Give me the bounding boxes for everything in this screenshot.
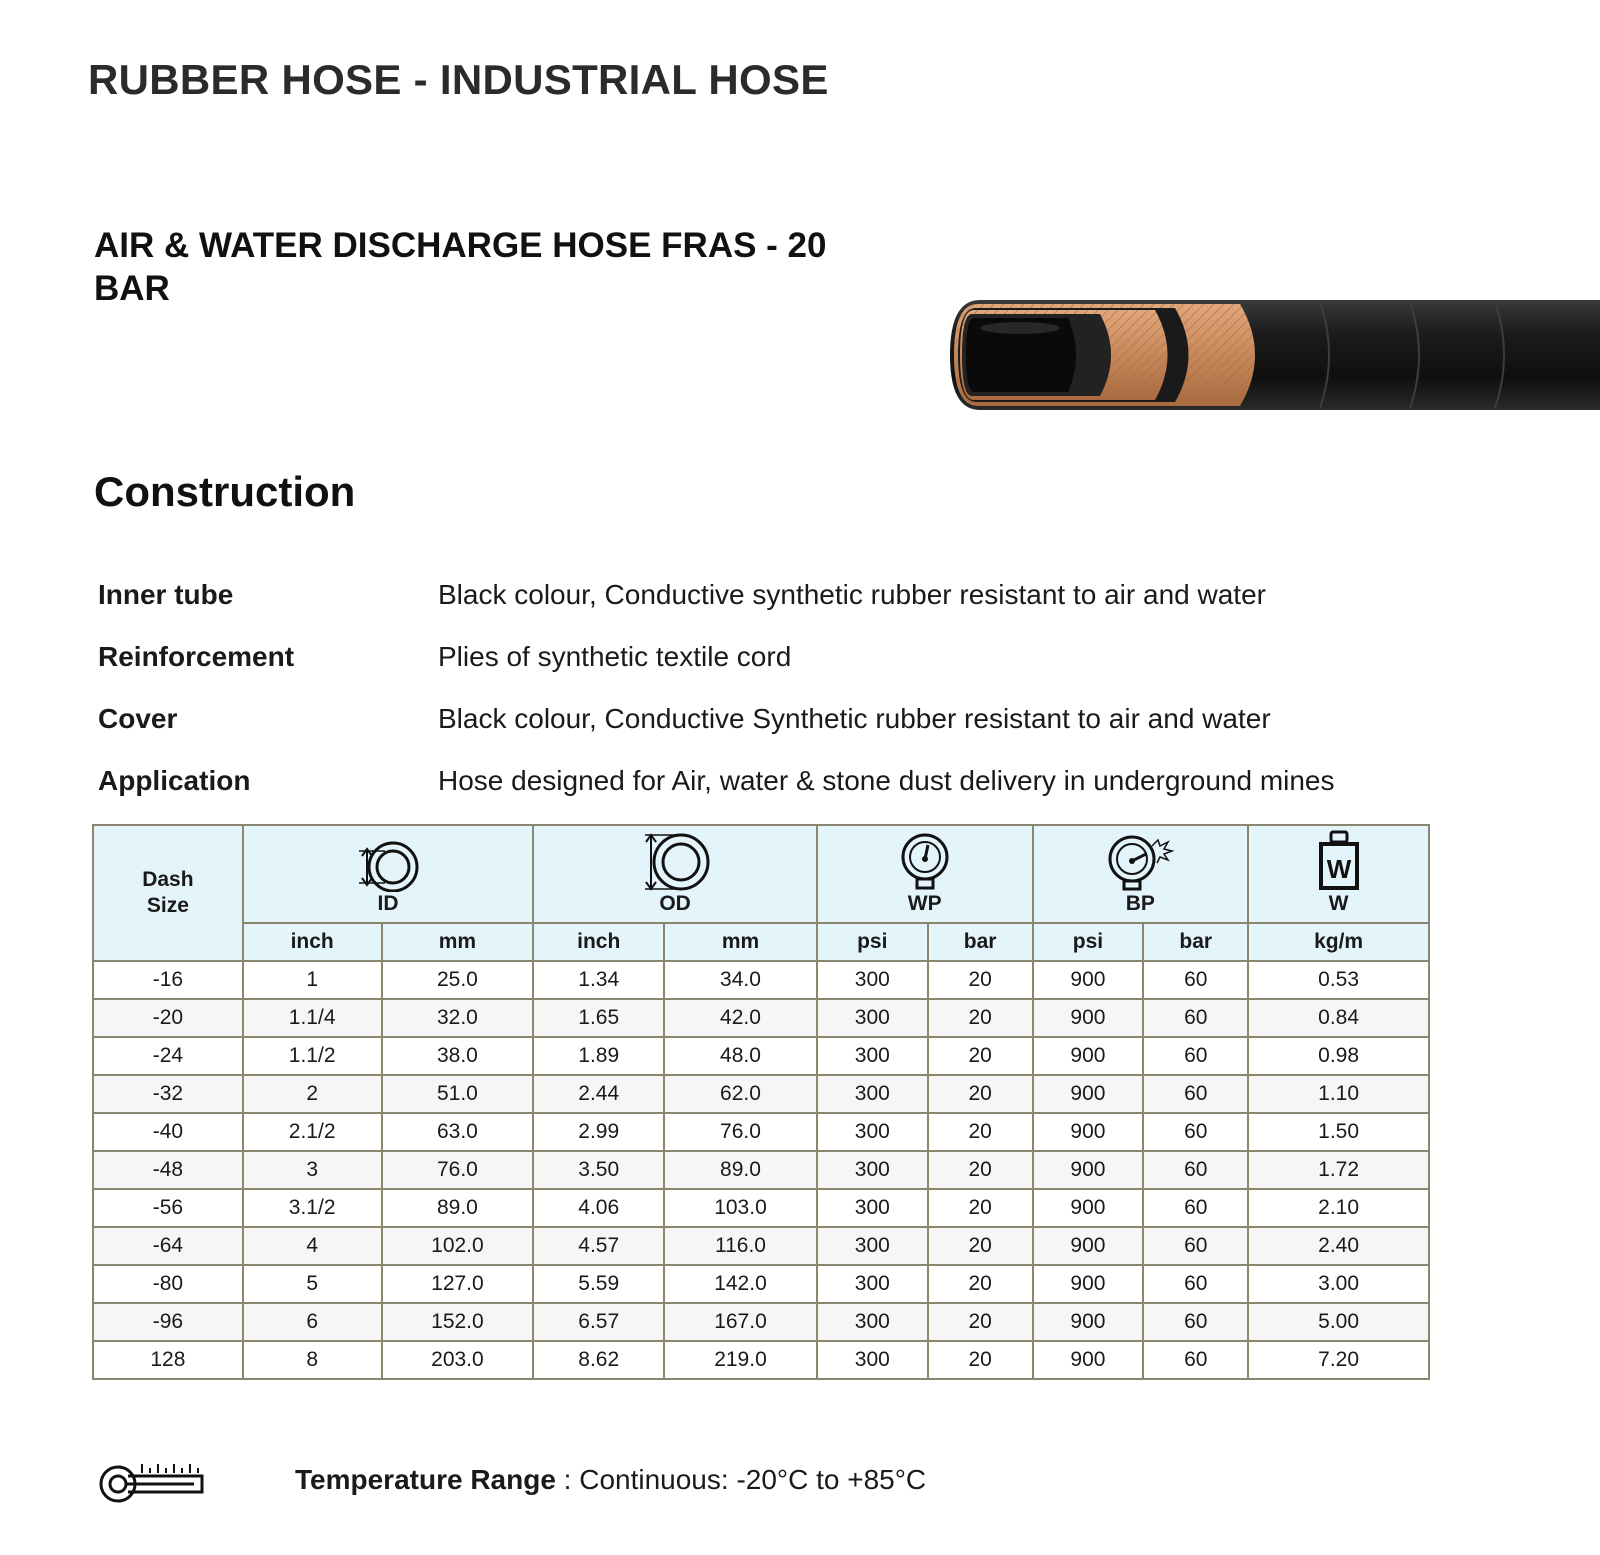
table-cell: 900 bbox=[1033, 999, 1144, 1037]
table-row bbox=[93, 1037, 1429, 1075]
table-cell: 60 bbox=[1143, 999, 1248, 1037]
table-cell: -48 bbox=[93, 1151, 243, 1189]
table-cell: 900 bbox=[1033, 961, 1144, 999]
table-cell: 2.40 bbox=[1248, 1227, 1429, 1265]
weight-icon bbox=[1313, 830, 1365, 892]
outer-diameter-icon bbox=[639, 832, 711, 892]
temperature-value: : Continuous: -20°C to +85°C bbox=[555, 1464, 927, 1495]
table-cell: 102.0 bbox=[382, 1227, 534, 1265]
construction-value: Black colour, Conductive synthetic rubber resistant to air and water bbox=[438, 579, 1266, 610]
table-cell: 3 bbox=[243, 1151, 382, 1189]
table-cell: 0.84 bbox=[1248, 999, 1429, 1037]
table-cell: 4.57 bbox=[533, 1227, 664, 1265]
table-cell: 128 bbox=[93, 1341, 243, 1379]
table-cell: 1.34 bbox=[533, 961, 664, 999]
table-cell: 7.20 bbox=[1248, 1341, 1429, 1379]
table-cell: 300 bbox=[817, 1189, 928, 1227]
table-row bbox=[93, 961, 1429, 999]
svg-text:W: W bbox=[1326, 854, 1351, 884]
dash-size-header bbox=[93, 825, 243, 961]
unit-header: mm bbox=[382, 923, 534, 961]
table-row bbox=[93, 1341, 1429, 1379]
table-cell: 152.0 bbox=[382, 1303, 534, 1341]
table-cell: 60 bbox=[1143, 1189, 1248, 1227]
table-cell: 20 bbox=[928, 1227, 1033, 1265]
table-cell: 300 bbox=[817, 1037, 928, 1075]
group-label: OD bbox=[659, 892, 691, 915]
table-cell: 20 bbox=[928, 1075, 1033, 1113]
table-cell: 203.0 bbox=[382, 1341, 534, 1379]
table-cell: 900 bbox=[1033, 1341, 1144, 1379]
construction-value: Hose designed for Air, water & stone dust delivery in underground mines bbox=[438, 765, 1335, 796]
table-cell: 60 bbox=[1143, 1227, 1248, 1265]
table-cell: 48.0 bbox=[664, 1037, 817, 1075]
table-cell: 2.44 bbox=[533, 1075, 664, 1113]
table-cell: 63.0 bbox=[382, 1113, 534, 1151]
table-cell: 6.57 bbox=[533, 1303, 664, 1341]
table-cell: 20 bbox=[928, 999, 1033, 1037]
table-row bbox=[93, 1075, 1429, 1113]
table-cell: 1.65 bbox=[533, 999, 664, 1037]
table-cell: 300 bbox=[817, 1075, 928, 1113]
table-cell: 4.06 bbox=[533, 1189, 664, 1227]
table-cell: 60 bbox=[1143, 961, 1248, 999]
table-row bbox=[93, 1303, 1429, 1341]
table-cell: 5.00 bbox=[1248, 1303, 1429, 1341]
table-cell: 900 bbox=[1033, 1265, 1144, 1303]
table-cell: 20 bbox=[928, 1037, 1033, 1075]
unit-header: mm bbox=[664, 923, 817, 961]
working-pressure-gauge-icon bbox=[897, 832, 953, 892]
table-cell: 76.0 bbox=[382, 1151, 534, 1189]
table-cell: 20 bbox=[928, 961, 1033, 999]
table-cell: 20 bbox=[928, 1265, 1033, 1303]
table-cell: 0.98 bbox=[1248, 1037, 1429, 1075]
table-cell: 900 bbox=[1033, 1151, 1144, 1189]
unit-header: bar bbox=[1143, 923, 1248, 961]
table-cell: 20 bbox=[928, 1113, 1033, 1151]
page-title: RUBBER HOSE - INDUSTRIAL HOSE bbox=[88, 56, 829, 103]
table-cell: 4 bbox=[243, 1227, 382, 1265]
group-label: ID bbox=[377, 892, 399, 915]
table-cell: 32.0 bbox=[382, 999, 534, 1037]
table-cell: -40 bbox=[93, 1113, 243, 1151]
table-cell: 8 bbox=[243, 1341, 382, 1379]
table-cell: 900 bbox=[1033, 1075, 1144, 1113]
table-cell: 1.1/2 bbox=[243, 1037, 382, 1075]
table-cell: 2 bbox=[243, 1075, 382, 1113]
table-cell: -96 bbox=[93, 1303, 243, 1341]
table-cell: 300 bbox=[817, 1151, 928, 1189]
bp-group-header bbox=[1033, 825, 1249, 923]
table-cell: 1.1/4 bbox=[243, 999, 382, 1037]
burst-pressure-gauge-icon bbox=[1104, 832, 1176, 892]
table-cell: 2.1/2 bbox=[243, 1113, 382, 1151]
table-cell: 300 bbox=[817, 1265, 928, 1303]
table-cell: -32 bbox=[93, 1075, 243, 1113]
table-cell: 1.10 bbox=[1248, 1075, 1429, 1113]
construction-value: Plies of synthetic textile cord bbox=[438, 641, 792, 672]
table-cell: 20 bbox=[928, 1303, 1033, 1341]
construction-label: Inner tube bbox=[98, 579, 234, 610]
table-cell: 5 bbox=[243, 1265, 382, 1303]
table-cell: 38.0 bbox=[382, 1037, 534, 1075]
table-cell: -56 bbox=[93, 1189, 243, 1227]
inner-diameter-icon bbox=[353, 840, 423, 892]
table-cell: -80 bbox=[93, 1265, 243, 1303]
table-cell: -24 bbox=[93, 1037, 243, 1075]
table-cell: 60 bbox=[1143, 1265, 1248, 1303]
table-cell: 20 bbox=[928, 1151, 1033, 1189]
table-row bbox=[93, 1189, 1429, 1227]
dash-header-line: Size bbox=[146, 894, 189, 917]
od-group-header bbox=[533, 825, 817, 923]
construction-label: Cover bbox=[98, 703, 178, 734]
table-cell: 2.10 bbox=[1248, 1189, 1429, 1227]
table-row bbox=[93, 1227, 1429, 1265]
table-cell: 900 bbox=[1033, 1303, 1144, 1341]
table-cell: 76.0 bbox=[664, 1113, 817, 1151]
temperature-range bbox=[295, 1464, 926, 1496]
table-cell: 1.89 bbox=[533, 1037, 664, 1075]
temperature-label: Temperature Range bbox=[295, 1464, 556, 1495]
table-cell: 34.0 bbox=[664, 961, 817, 999]
table-cell: 300 bbox=[817, 961, 928, 999]
hose-illustration bbox=[950, 298, 1600, 412]
unit-header: psi bbox=[1033, 923, 1144, 961]
table-cell: 60 bbox=[1143, 1151, 1248, 1189]
table-cell: 89.0 bbox=[382, 1189, 534, 1227]
table-cell: 62.0 bbox=[664, 1075, 817, 1113]
table-cell: -64 bbox=[93, 1227, 243, 1265]
table-cell: 2.99 bbox=[533, 1113, 664, 1151]
w-group-header bbox=[1248, 825, 1429, 923]
table-cell: 300 bbox=[817, 1113, 928, 1151]
table-cell: 3.1/2 bbox=[243, 1189, 382, 1227]
table-cell: 20 bbox=[928, 1189, 1033, 1227]
product-title: AIR & WATER DISCHARGE HOSE FRAS - 20 BAR bbox=[94, 226, 827, 308]
construction-value: Black colour, Conductive Synthetic rubber resistant to air and water bbox=[438, 703, 1271, 734]
table-cell: 25.0 bbox=[382, 961, 534, 999]
table-cell: 1.72 bbox=[1248, 1151, 1429, 1189]
table-body bbox=[93, 961, 1429, 1379]
table-cell: 20 bbox=[928, 1341, 1033, 1379]
group-label: BP bbox=[1125, 892, 1155, 915]
id-group-header bbox=[243, 825, 534, 923]
unit-header: bar bbox=[928, 923, 1033, 961]
table-cell: 0.53 bbox=[1248, 961, 1429, 999]
unit-header: inch bbox=[243, 923, 382, 961]
table-row bbox=[93, 1113, 1429, 1151]
table-row bbox=[93, 1265, 1429, 1303]
unit-header: psi bbox=[817, 923, 928, 961]
unit-header: kg/m bbox=[1248, 923, 1429, 961]
table-cell: 900 bbox=[1033, 1037, 1144, 1075]
table-unit-header-row bbox=[93, 923, 1429, 961]
table-cell: -20 bbox=[93, 999, 243, 1037]
construction-label: Reinforcement bbox=[98, 641, 295, 672]
table-cell: 142.0 bbox=[664, 1265, 817, 1303]
dash-header-line: Dash bbox=[142, 868, 194, 891]
group-label: WP bbox=[907, 892, 942, 915]
table-cell: 1 bbox=[243, 961, 382, 999]
table-cell: 127.0 bbox=[382, 1265, 534, 1303]
table-row bbox=[93, 999, 1429, 1037]
table-cell: 103.0 bbox=[664, 1189, 817, 1227]
unit-header: inch bbox=[533, 923, 664, 961]
table-cell: 1.50 bbox=[1248, 1113, 1429, 1151]
table-cell: 3.50 bbox=[533, 1151, 664, 1189]
table-cell: 60 bbox=[1143, 1113, 1248, 1151]
table-cell: 900 bbox=[1033, 1227, 1144, 1265]
table-cell: 60 bbox=[1143, 1037, 1248, 1075]
group-label: W bbox=[1328, 892, 1349, 915]
table-cell: 6 bbox=[243, 1303, 382, 1341]
table-group-header-row bbox=[93, 825, 1429, 923]
table-cell: 60 bbox=[1143, 1341, 1248, 1379]
table-cell: 60 bbox=[1143, 1303, 1248, 1341]
table-cell: 300 bbox=[817, 1303, 928, 1341]
table-cell: 116.0 bbox=[664, 1227, 817, 1265]
table-cell: 300 bbox=[817, 999, 928, 1037]
table-cell: 900 bbox=[1033, 1189, 1144, 1227]
table-cell: 300 bbox=[817, 1227, 928, 1265]
specification-table bbox=[92, 824, 1430, 1380]
table-cell: -16 bbox=[93, 961, 243, 999]
table-cell: 51.0 bbox=[382, 1075, 534, 1113]
construction-heading: Construction bbox=[94, 468, 356, 515]
table-cell: 300 bbox=[817, 1341, 928, 1379]
table-cell: 167.0 bbox=[664, 1303, 817, 1341]
table-cell: 5.59 bbox=[533, 1265, 664, 1303]
table-row bbox=[93, 1151, 1429, 1189]
table-cell: 219.0 bbox=[664, 1341, 817, 1379]
table-cell: 42.0 bbox=[664, 999, 817, 1037]
table-cell: 8.62 bbox=[533, 1341, 664, 1379]
table-cell: 3.00 bbox=[1248, 1265, 1429, 1303]
table-cell: 60 bbox=[1143, 1075, 1248, 1113]
table-cell: 89.0 bbox=[664, 1151, 817, 1189]
table-cell: 900 bbox=[1033, 1113, 1144, 1151]
wp-group-header bbox=[817, 825, 1033, 923]
thermometer-icon bbox=[98, 1456, 206, 1504]
construction-label: Application bbox=[98, 765, 251, 796]
